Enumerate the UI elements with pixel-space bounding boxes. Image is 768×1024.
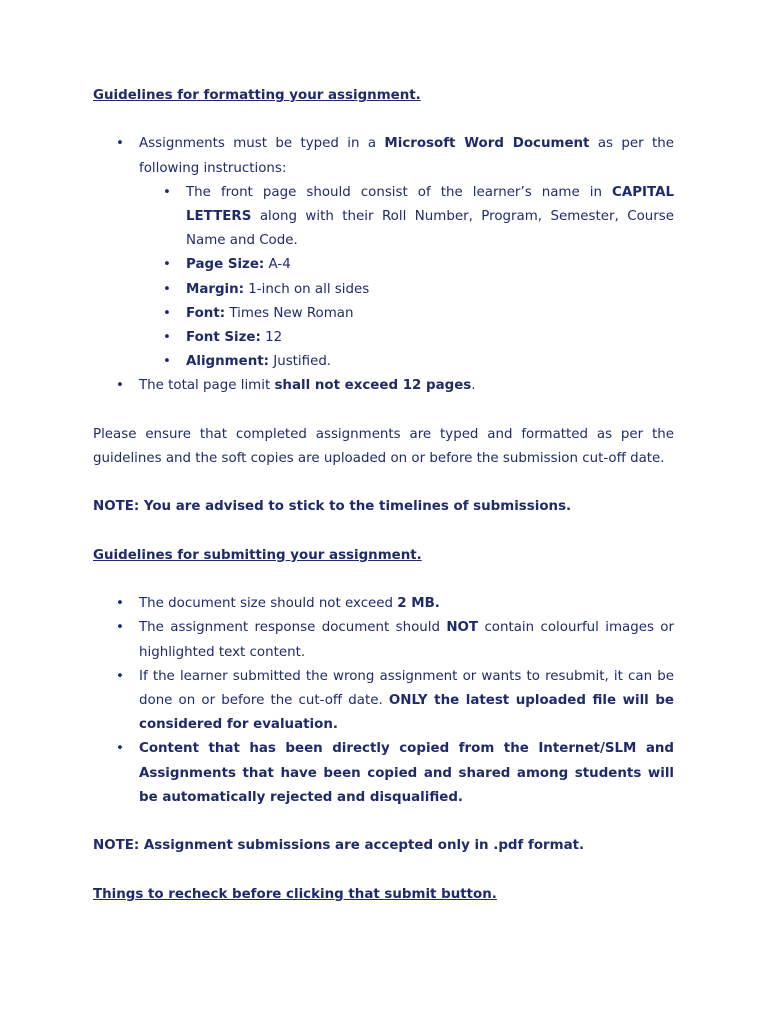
list-item-text: as per the following instructions: bbox=[139, 136, 675, 176]
spacer bbox=[93, 471, 674, 495]
sublist-item-front-page bbox=[186, 181, 674, 254]
page-size-label: Page Size: bbox=[186, 257, 265, 273]
list-item-bold-text: ONLY the latest uploaded file will be considered for evaluation. bbox=[139, 693, 674, 733]
font-size-value: 12 bbox=[260, 330, 283, 346]
sublist-item-font-size bbox=[186, 326, 674, 350]
list-item-resubmission bbox=[139, 665, 674, 738]
list-item-text: The total page limit bbox=[139, 378, 275, 394]
sublist-item-alignment bbox=[186, 350, 674, 374]
list-item-text: If the learner submitted the wrong assignment or wants to resubmit, it can be done on or before the cut-off date. bbox=[139, 668, 674, 708]
formatting-guidelines-list bbox=[93, 132, 674, 398]
submitting-guidelines-list bbox=[93, 592, 674, 810]
list-item-text: contain colourful images or highlighted text content. bbox=[139, 620, 674, 660]
sublist-item-bold-text: CAPITAL LETTERS bbox=[186, 184, 674, 224]
list-item-bold-text: 2 MB. bbox=[397, 596, 440, 612]
spacer bbox=[93, 858, 674, 882]
list-item-word-document bbox=[139, 132, 674, 374]
margin-label: Margin: bbox=[186, 281, 245, 297]
list-item-text: Assignments must be typed in a bbox=[139, 136, 385, 152]
alignment-value: Justified. bbox=[269, 354, 332, 370]
sublist-item-page-size bbox=[186, 253, 674, 277]
list-item-bold-text: Microsoft Word Document bbox=[384, 136, 590, 152]
margin-value: 1-inch on all sides bbox=[244, 281, 370, 297]
spacer bbox=[93, 810, 674, 834]
list-item-document-size bbox=[139, 592, 674, 616]
sublist-item-text: along with their Roll Number, Program, Semester, Course Name and Code. bbox=[186, 209, 674, 249]
spacer bbox=[93, 108, 674, 132]
list-item-text: The document size should not exceed bbox=[139, 596, 398, 612]
font-size-label: Font Size: bbox=[186, 330, 261, 346]
sublist-item-font bbox=[186, 302, 674, 326]
sublist-item-margin bbox=[186, 278, 674, 302]
alignment-label: Alignment: bbox=[186, 354, 269, 370]
spacer bbox=[93, 399, 674, 423]
page-size-value: A-4 bbox=[264, 257, 291, 273]
font-value: Times New Roman bbox=[225, 305, 354, 321]
list-item-bold-text: shall not exceed 12 pages bbox=[274, 378, 472, 394]
formatting-instructions-sublist bbox=[139, 181, 674, 375]
pdf-format-note: NOTE: Assignment submissions are accepted only in .pdf format. bbox=[93, 838, 585, 854]
submitting-guidelines-heading: Guidelines for submitting your assignment. bbox=[93, 547, 422, 563]
font-label: Font: bbox=[186, 305, 226, 321]
spacer bbox=[93, 520, 674, 544]
formatting-guidelines-heading: Guidelines for formatting your assignment. bbox=[93, 88, 421, 103]
document-page bbox=[93, 84, 674, 907]
list-item-text: . bbox=[471, 378, 476, 394]
recheck-heading: Things to recheck before clicking that submit button. bbox=[93, 886, 497, 902]
timelines-note: NOTE: You are advised to stick to the timelines of submissions. bbox=[93, 499, 572, 515]
list-item-text: The assignment response document should bbox=[139, 620, 447, 636]
list-item-page-limit bbox=[139, 374, 674, 398]
list-item-bold-text: Content that has been directly copied from the Internet/SLM and Assignments that have been copied and shared among students will be automatically rejected and disqualified. bbox=[139, 741, 674, 805]
submission-paragraph: Please ensure that completed assignments are typed and formatted as per the guidelines and the soft copies are uploaded on or before the submission cut-off date. bbox=[93, 426, 674, 467]
sublist-item-text: The front page should consist of the learner’s name in bbox=[186, 184, 613, 200]
spacer bbox=[93, 568, 674, 592]
list-item-plagiarism bbox=[139, 737, 674, 810]
list-item-bold-text: NOT bbox=[446, 620, 479, 636]
list-item-no-colour-images bbox=[139, 616, 674, 664]
